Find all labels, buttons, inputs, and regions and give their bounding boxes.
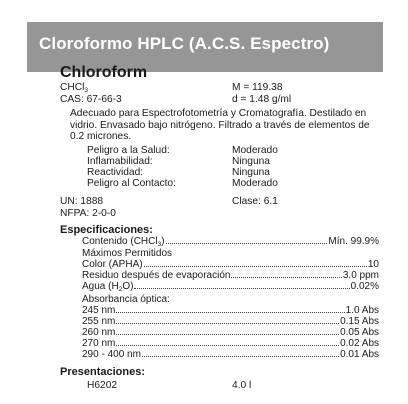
dot-leader <box>144 266 367 267</box>
spec-label: Agua $(H_2O)$ <box>82 281 134 293</box>
spec-value: 0.01 Abs <box>340 349 379 360</box>
dot-leader <box>116 312 344 313</box>
spec-label: 245 nm <box>82 305 116 316</box>
presentaciones-heading: Presentaciones: <box>60 366 145 378</box>
dot-leader <box>142 356 339 357</box>
spec-value: 0.05 Abs <box>340 327 379 338</box>
dot-leader <box>231 277 341 278</box>
spec-value: 1.0 Abs <box>345 305 379 316</box>
specs-heading: Especificaciones: <box>60 224 153 236</box>
cas-number: CAS: 67-66-3 <box>60 94 122 105</box>
spec-label: 270 nm <box>82 338 116 349</box>
compound-name: Chloroform <box>60 64 148 81</box>
spec-value: 0.02 Abs <box>340 338 379 349</box>
hazard-label: Inflamabilidad: <box>87 156 153 167</box>
molar-mass: M = 119.38 <box>232 82 283 93</box>
hazard-value: Moderado <box>232 178 278 189</box>
spec-label: 290 - 400 nm <box>82 349 141 360</box>
spec-value: 10 <box>367 259 379 270</box>
hazard-value: Moderado <box>232 145 278 156</box>
spec-value: 0.15 Abs <box>340 316 379 327</box>
spec-label: 260 nm <box>82 327 116 338</box>
dot-leader <box>166 243 328 244</box>
dot-leader <box>116 323 339 324</box>
absorbance-row <box>82 349 379 361</box>
spec-row-agua <box>82 281 379 293</box>
spec-row-contenido <box>82 236 379 248</box>
nfpa-rating: NFPA: 2-0-0 <box>60 208 116 219</box>
hazard-label: Peligro al Contacto: <box>87 178 176 189</box>
dot-leader <box>134 288 349 289</box>
dot-leader <box>116 345 339 346</box>
hazard-value: Ninguna <box>232 156 270 167</box>
spec-value: Mín. 99.9% <box>328 236 379 247</box>
hazard-class: Clase: 6.1 <box>232 196 278 207</box>
chemical-formula: CHCl$_3$ <box>60 82 88 94</box>
absorbancia-heading: Absorbancia óptica: <box>82 294 170 305</box>
spec-label: Residuo después de evaporación <box>82 270 231 281</box>
spec-label: Color (APHA) <box>82 259 143 270</box>
hazard-value: Ninguna <box>232 167 270 178</box>
package-size: 4.0 l <box>232 380 252 391</box>
un-number: UN: 1888 <box>60 196 104 207</box>
product-description: Adecuado para Espectrofotometría y Cromatografía. Destilado en vidrio. Envasado bajo nitrógeno. Filtrado a través de elementos de 0.2 micrones. <box>70 108 370 143</box>
spec-label: Contenido (CHCl$_3$) <box>82 236 165 248</box>
spec-value: 0.02% <box>350 281 379 292</box>
maximos-heading: Máximos Permitidos <box>82 248 173 259</box>
spec-label: 255 nm <box>82 316 116 327</box>
product-code: H6202 <box>87 380 118 391</box>
hazard-label: Reactividad: <box>87 167 144 178</box>
density: d = 1.48 g/ml <box>232 94 292 105</box>
hazard-label: Peligro a la Salud: <box>87 145 170 156</box>
spec-value: 3.0 ppm <box>342 270 379 281</box>
page-title: Cloroformo HPLC (A.C.S. Espectro) <box>39 34 330 53</box>
dot-leader <box>116 334 339 335</box>
